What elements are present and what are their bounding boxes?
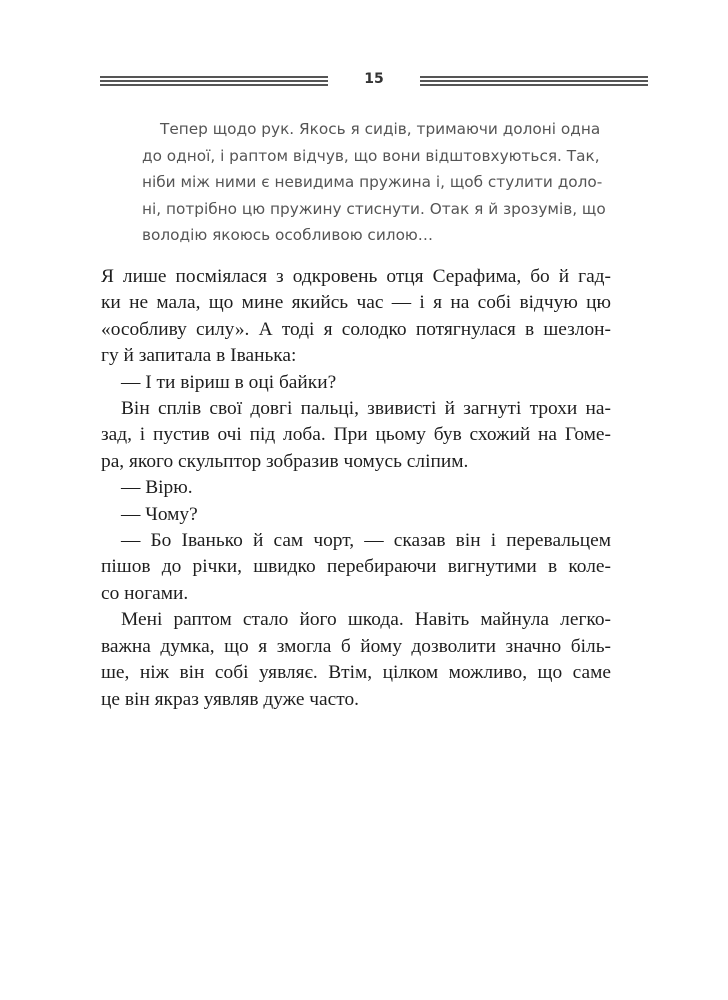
body-line: пішов до річки, швидко перебираючи вигнутими в коле-	[101, 556, 611, 578]
body-line: — Вірю.	[121, 477, 193, 499]
page-header	[100, 72, 648, 90]
body-line: гу й запитала в Іванька:	[101, 345, 297, 367]
body-line: — І ти віриш в оці байки?	[121, 371, 337, 393]
epigraph-line: Тепер щодо рук. Якось я сидів, тримаючи долоні одна	[160, 120, 601, 138]
epigraph-quote	[142, 116, 606, 249]
body-line: зад, і пустив очі під лоба. При цьому був схожий на Гоме-	[101, 424, 611, 446]
body-text	[101, 264, 611, 713]
body-line: ра, якого скульптор зобразив чомусь сліпим.	[101, 450, 469, 472]
body-line: Мені раптом стало його шкода. Навіть майнула легко-	[121, 609, 611, 631]
header-rule-right	[420, 76, 648, 86]
epigraph-line: ні, потрібно цю пружину стиснути. Отак я й зрозумів, що	[142, 199, 606, 218]
body-line: — Чому?	[121, 503, 198, 525]
body-line: важна думка, що я змогла б йому дозволити значно біль-	[101, 635, 611, 657]
epigraph-line: до одної, і раптом відчув, що вони відштовхуються. Так,	[142, 146, 600, 165]
page-number: 15	[364, 71, 384, 87]
body-line: — Бо Іванько й сам чорт, — сказав він і перевальцем	[121, 530, 611, 552]
body-line: «особливу силу». А тоді я солодко потягнулася в шезлон-	[101, 318, 611, 340]
body-line: Він сплів свої довгі пальці, звивисті й загнуті трохи на-	[121, 398, 611, 420]
body-line: ки не мала, що мине якийсь час — і я на собі відчую цю	[101, 292, 611, 314]
epigraph-line: ніби між ними є невидима пружина і, щоб стулити доло-	[142, 173, 603, 191]
body-line: ше, ніж він собі уявляє. Втім, цілком можливо, що саме	[101, 662, 611, 684]
body-line: со ногами.	[101, 582, 189, 604]
epigraph-line: володію якоюсь особливою силою…	[142, 226, 434, 244]
body-line: Я лише посміялася з одкровень отця Серафима, бо й гад-	[101, 266, 611, 287]
body-line: це він якраз уявляв дуже часто.	[101, 688, 360, 710]
